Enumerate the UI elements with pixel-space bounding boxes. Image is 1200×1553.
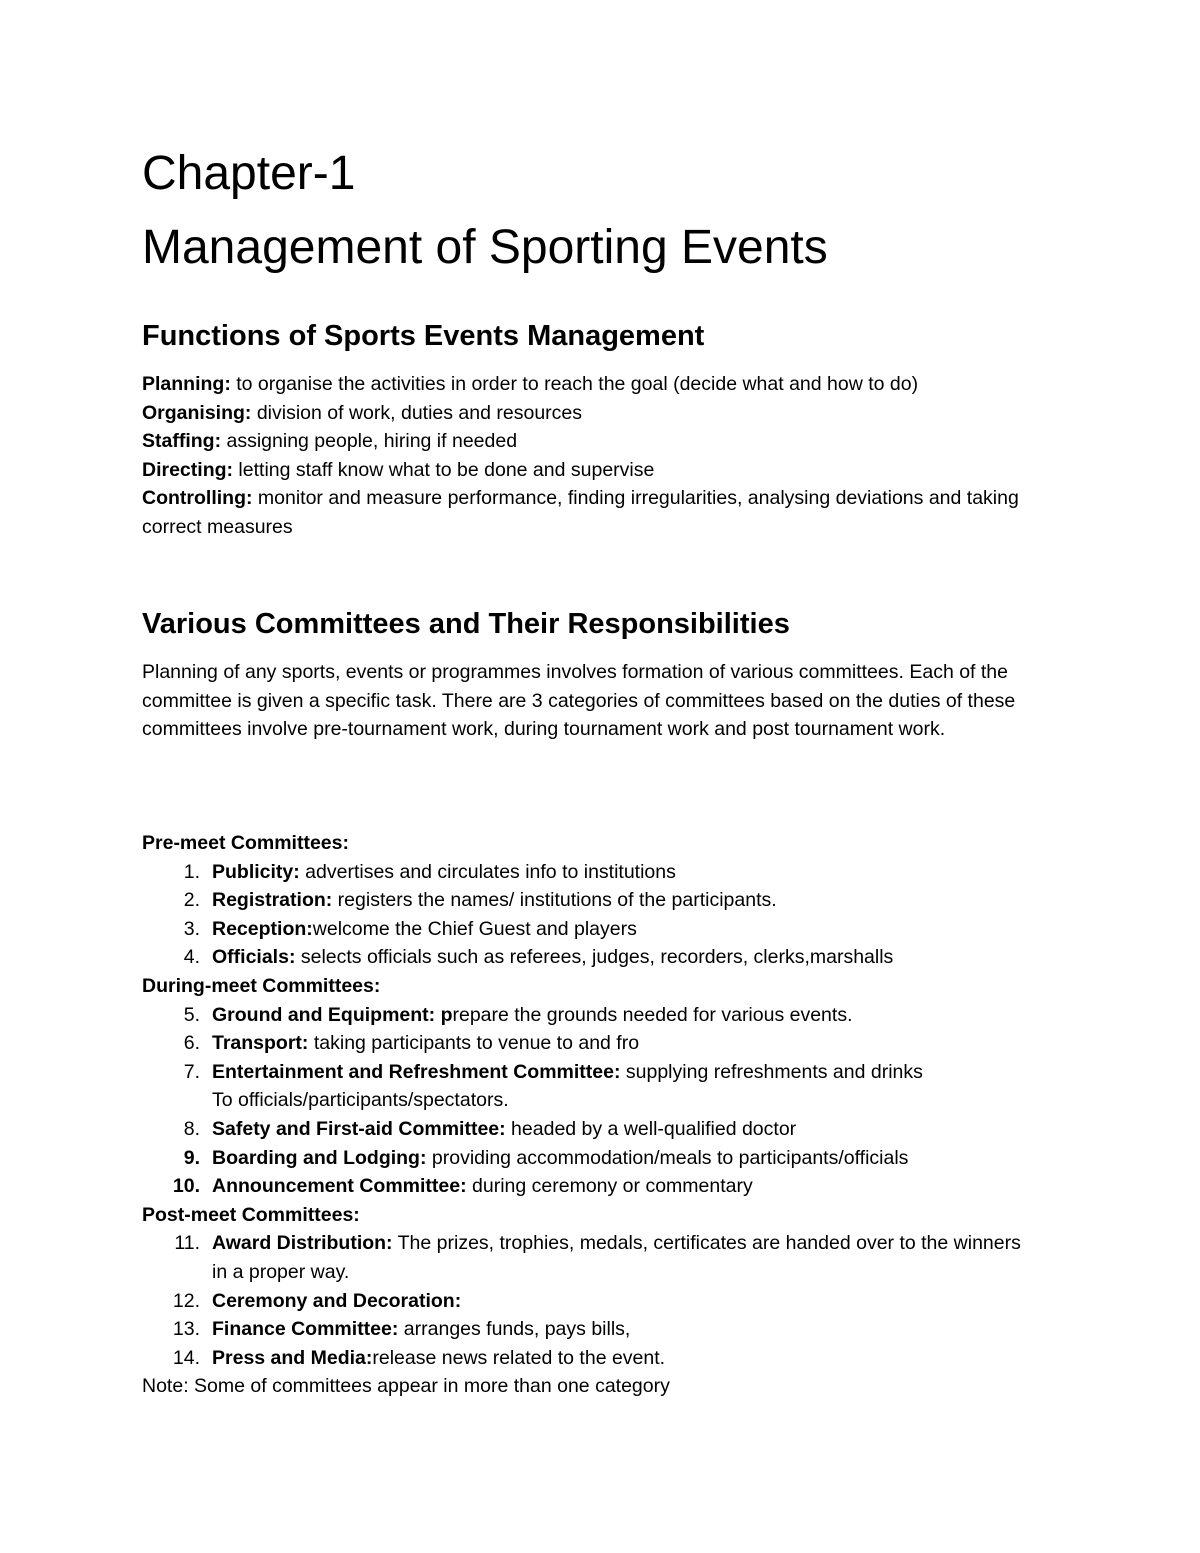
list-item: 2. Registration: registers the names/ institutions of the participants. xyxy=(183,889,777,912)
document-title: Management of Sporting Events xyxy=(142,221,828,274)
list-item: 10. Announcement Committee: during ceremony or commentary xyxy=(172,1175,753,1198)
function-controlling: Controlling: monitor and measure performance, finding irregularities, analysing deviations and taking correct measures xyxy=(142,487,1019,538)
list-item: 13. Finance Committee: arranges funds, pays bills, xyxy=(172,1318,631,1341)
function-staffing: Staffing: assigning people, hiring if needed xyxy=(142,430,518,453)
list-item: 11. Award Distribution: The prizes, trophies, medals, certificates are handed over to the winners in a proper way. xyxy=(174,1232,1021,1283)
note: Note: Some of committees appear in more than one category xyxy=(142,1375,670,1398)
chapter-title: Chapter-1 xyxy=(142,147,356,200)
list-item: 4. Officials: selects officials such as referees, judges, recorders, clerks,marshalls xyxy=(183,946,894,969)
committees-heading: Various Committees and Their Responsibilities xyxy=(142,608,790,640)
group-label-post-meet: Post-meet Committees: xyxy=(142,1203,360,1226)
list-item: 6. Transport: taking participants to venue to and fro xyxy=(183,1032,640,1055)
functions-list xyxy=(142,370,1062,542)
group-label-during-meet: During-meet Committees: xyxy=(142,974,381,997)
list-item: 5. Ground and Equipment: prepare the grounds needed for various events. xyxy=(183,1003,853,1026)
function-planning: Planning: to organise the activities in order to reach the goal (decide what and how to do) xyxy=(142,373,919,395)
function-directing: Directing: letting staff know what to be done and supervise xyxy=(142,458,655,481)
committees-list xyxy=(142,829,1062,1401)
list-item: 3. Reception:welcome the Chief Guest and players xyxy=(183,917,637,940)
list-item: 12. Ceremony and Decoration: xyxy=(172,1289,462,1312)
list-item: 9. Boarding and Lodging: providing accommodation/meals to participants/officials xyxy=(183,1146,909,1169)
list-item: 8. Safety and First-aid Committee: headed by a well-qualified doctor xyxy=(183,1117,797,1140)
function-organising: Organising: division of work, duties and resources xyxy=(142,401,582,424)
group-label-pre-meet: Pre-meet Committees: xyxy=(142,832,349,854)
list-item: 1. Publicity: advertises and circulates info to institutions xyxy=(183,860,676,883)
functions-heading: Functions of Sports Events Management xyxy=(142,320,705,352)
committees-intro: Planning of any sports, events or programmes involves formation of various committees. Each of the committee is given a specific task. There are 3 categories of committees based on the duties of these committees involve pre-tournament work, during tournament work and post tournament work. xyxy=(142,661,1016,741)
list-item: 7. Entertainment and Refreshment Committee: supplying refreshments and drinks To officials/participants/spectators. xyxy=(183,1060,923,1112)
list-item: 14. Press and Media:release news related to the event. xyxy=(172,1346,666,1369)
